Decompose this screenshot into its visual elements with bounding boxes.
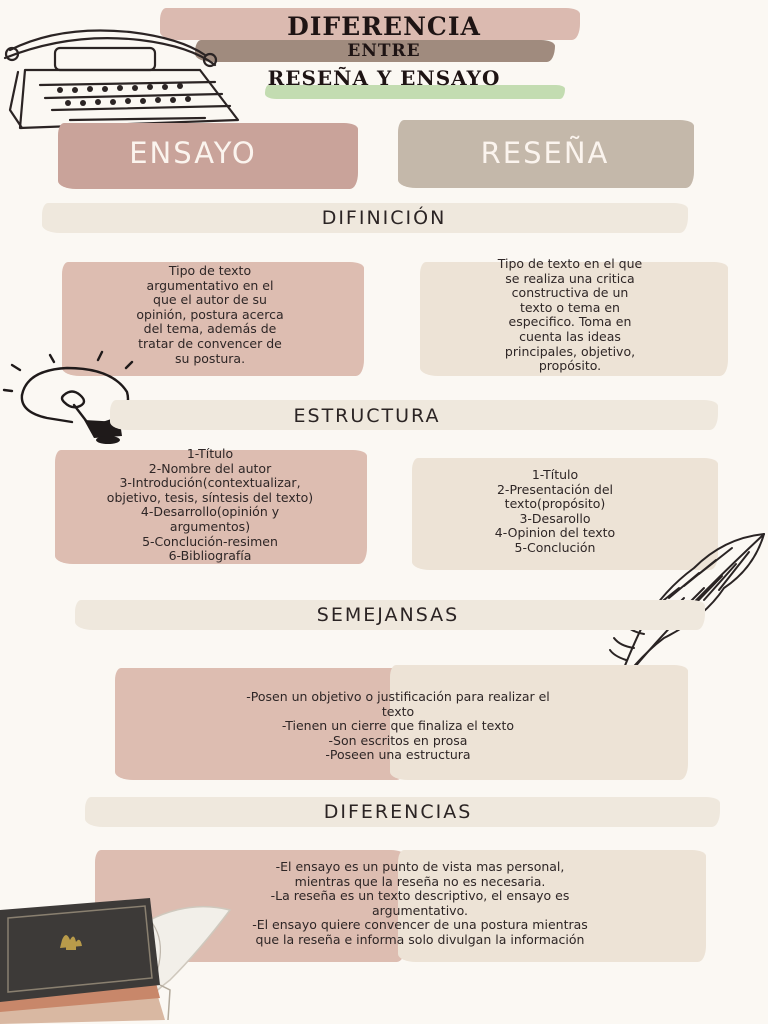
text-line: cuenta las ideas [519, 328, 621, 344]
definicion-resena-text [450, 257, 690, 374]
list-item: -El ensayo quiere convencer de una postura mientras [252, 917, 588, 933]
book-icon [0, 880, 260, 1024]
list-item: -Tienen un cierre que finaliza el texto [281, 718, 515, 734]
text-line: 6-Bibliografía [168, 548, 252, 564]
text-line: 5-Conclución [514, 539, 596, 555]
list-item: -Son escritos en prosa [328, 732, 468, 748]
text-line: texto(propósito) [504, 496, 606, 512]
text-line: 5-Conclución-resimen [142, 533, 278, 549]
text-line: objetivo, tesis, síntesis del texto) [106, 489, 314, 505]
text-line: que el autor de su [153, 292, 267, 308]
semejansas-title: SEMEJANSAS [316, 604, 460, 626]
text-line: Tipo de texto en el que [497, 256, 643, 271]
list-item: argumentativo. [372, 902, 468, 918]
list-item: mientras que la reseña no es necesaria. [294, 873, 546, 889]
text-line: argumentativo en el [146, 277, 274, 293]
text-line: 2-Presentación del [496, 481, 613, 497]
text-line: 4-Opinion del texto [494, 525, 616, 541]
text-line: tratar de convencer de [138, 335, 282, 351]
text-line: del tema, además de [143, 321, 277, 337]
title-line-1: DIFERENCIA [287, 12, 481, 41]
list-item: -Posen un objetivo o justificación para realizar el [246, 689, 550, 704]
text-line: 3-Introdución(contextualizar, [119, 475, 301, 491]
text-line: constructiva de un [511, 285, 629, 301]
text-line: 1-Título [531, 467, 579, 482]
list-item: que la reseña e informa solo divulgan la información [255, 931, 585, 947]
text-line: Tipo de texto [168, 263, 252, 278]
title-line-2: ENTRE [347, 41, 421, 61]
list-item: -La reseña es un texto descriptivo, el ensayo es [270, 888, 570, 904]
ensayo-column-title: ENSAYO [129, 136, 257, 170]
semejansas-text [150, 690, 646, 763]
estructura-ensayo-text [55, 447, 365, 564]
typewriter-icon [0, 10, 245, 140]
text-line: 2-Nombre del autor [148, 460, 272, 476]
text-line: opinión, postura acerca [136, 306, 284, 322]
text-line: 1-Título [186, 446, 234, 461]
title-line-3: RESEÑA Y ENSAYO [267, 66, 501, 90]
text-line: texto o tema en [520, 299, 620, 315]
text-line: 3-Desarollo [519, 510, 591, 526]
text-line: argumentos) [169, 518, 251, 534]
text-line: propósito. [538, 358, 602, 374]
text-line: se realiza una critica [505, 270, 635, 286]
text-line: principales, objetivo, [504, 343, 636, 359]
text-line: 4-Desarrollo(opinión y [140, 504, 280, 520]
text-line: su postura. [174, 350, 246, 366]
definicion-title: DIFINICIÓN [321, 207, 447, 229]
list-item: -Poseen una estructura [325, 747, 471, 763]
resena-column-title: RESEÑA [480, 136, 610, 170]
text-line: especifico. Toma en [508, 314, 632, 330]
diferencias-title: DIFERENCIAS [323, 801, 473, 823]
estructura-title: ESTRUCTURA [293, 405, 441, 427]
list-item: -El ensayo es un punto de vista mas personal, [275, 859, 565, 874]
list-item: texto [381, 703, 415, 719]
